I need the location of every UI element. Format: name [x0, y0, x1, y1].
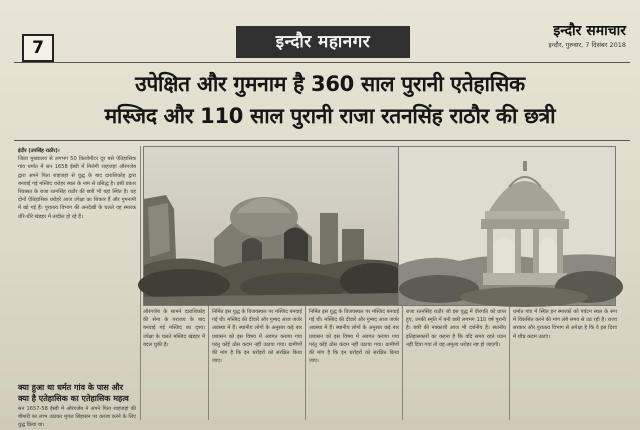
article-intro-text: जिला मुख्यालय से लगभग 50 किलोमीटर दूर बसे ऐतिहासिक गांव धर्मात में सन 1658 ईस्वी में मिलेगी शाहजहां औरंगजेब द्वारा अपने पिता शाहजहां से युद्ध के बाद दाराशिकोह द्वारा बनवाई गई मस्जिद धरोहर स्थल के नाम से प्रसिद्ध है। इसी प्रकार रियासत के राजा रतनसिंह राठौर की छत्री भी यहां स्थित है। यह दोनों ऐतिहासिक धरोहरें आज उपेक्षा का शिकार हैं और गुमनामी में खो गई हैं। पुरातत्व विभाग की अनदेखी के चलते यह स्मारक धीरे-धीरे खंडहर में तब्दील हो रहे हैं। — [18, 156, 136, 220]
subhead-text: सन 1657-58 ईस्वी में औरंगजेब ने अपने पिता शाहजहां की बीमारी का लाभ उठाकर मुगल सिंहासन पर कब्जा करने के लिए युद्ध किया था। — [18, 406, 136, 429]
section-title: इन्दौर महानगर — [236, 26, 410, 58]
header-rule — [14, 62, 630, 63]
photo-caption: औरंगजेब के सामने दाराशिकोह की सेना के पराजय के बाद बनवाई गई मस्जिद का दृश्य। उपेक्षा के चलते मस्जिद खंडहर में बदल चुकी है। — [143, 309, 205, 348]
brand-dateline: इन्दौर, गुरुवार, 7 दिसंबर 2018 — [548, 41, 626, 49]
headline — [40, 68, 620, 132]
column-divider — [402, 306, 403, 420]
article-column-mid-2: निर्मित इस युद्ध के विजयस्थल पर मस्जिद बनवाई गई थी। मस्जिद की दीवारें और गुम्बद आज जर्जर अवस्था में हैं। स्थानीय लोगों के अनुसार कई बार प्रशासन को इस विषय में अवगत कराया गया परंतु कोई ठोस कदम नहीं उठाया गया। ग्रामीणों की मांग है कि इन धरोहरों को संरक्षित किया जाए। — [309, 309, 399, 365]
article-dateline: इंदौर (उपसिंह राठौर)। — [18, 148, 60, 154]
article-column-far: धर्मात गांव में स्थित इन स्मारकों को पर्यटन स्थल के रूप में विकसित करने की मांग लंबे समय से उठ रही है। राज्य सरकार और पुरातत्व विभाग से अपेक्षा है कि वे इस दिशा में शीघ्र कदम उठाएं। — [513, 309, 617, 340]
mosque-ruins-photo — [143, 146, 399, 306]
headline-line-1: उपेक्षित और गुमनाम है 360 साल पुरानी एतेहासिक — [135, 72, 525, 96]
column-divider — [208, 306, 209, 420]
page-header — [0, 0, 640, 62]
brand-name: इन्दौर समाचार — [553, 23, 626, 39]
article-intro — [18, 147, 136, 377]
article-column-right: राजा रतनसिंह राठौर जो इस युद्ध में वीरगति को प्राप्त हुए, उनकी स्मृति में बनी छत्री लगभग 110 वर्ष पुरानी है। छत्री की नक्काशी आज भी दर्शनीय है। स्थानीय इतिहासकारों का कहना है कि यदि समय रहते ध्यान नहीं दिया गया तो यह अमूल्य धरोहर नष्ट हो जाएगी। — [406, 309, 506, 348]
chhatri-photo — [398, 146, 616, 306]
headline-rule — [14, 140, 630, 141]
column-divider — [509, 306, 510, 420]
article-subhead: क्या हुआ था धर्मत गांव के पास और क्या है एतेहासिक का एतेहासिक महत्व — [18, 383, 129, 403]
masthead — [508, 22, 626, 58]
column-divider — [305, 306, 306, 420]
article-column-mid: निर्मित इस युद्ध के विजयस्थल पर मस्जिद बनवाई गई थी। मस्जिद की दीवारें और गुम्बद आज जर्जर अवस्था में हैं। स्थानीय लोगों के अनुसार कई बार प्रशासन को इस विषय में अवगत कराया गया परंतु कोई ठोस कदम नहीं उठाया गया। ग्रामीणों की मांग है कि इन धरोहरों को संरक्षित किया जाए। — [212, 309, 302, 365]
headline-line-2: मस्जिद और 110 साल पुरानी राजा रतनसिंह राठौर की छत्री — [104, 104, 556, 128]
page-number: 7 — [22, 34, 54, 62]
